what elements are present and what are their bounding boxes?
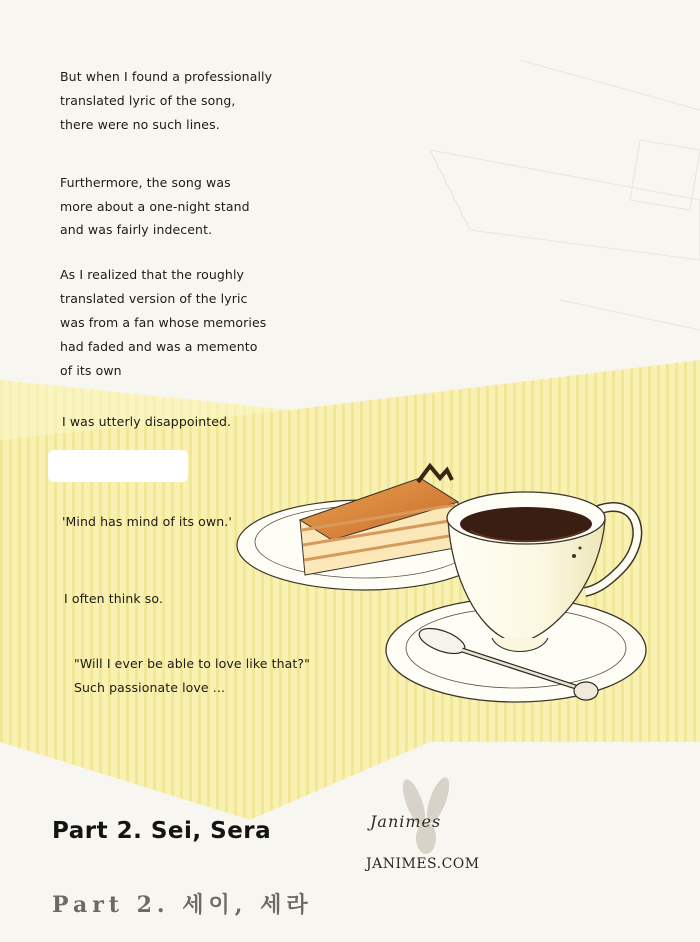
- watermark-logo: Janimes: [370, 812, 442, 831]
- story-line: As I realized that the roughly: [60, 267, 245, 282]
- chapter-title-english: Part 2. Sei, Sera: [52, 818, 272, 844]
- story-line: and was fairly indecent.: [60, 222, 213, 237]
- watermark: [360, 778, 490, 878]
- story-line: translated version of the lyric: [60, 291, 248, 306]
- story-line: there were no such lines.: [60, 117, 220, 132]
- watermark-url: JANIMES.COM: [366, 856, 480, 872]
- story-line: Such passionate love ...: [74, 680, 226, 695]
- story-line: of its own: [60, 363, 122, 378]
- story-line: I was utterly disappointed.: [62, 414, 232, 429]
- story-line: But when I found a professionally: [60, 69, 273, 84]
- story-line: translated lyric of the song,: [60, 93, 236, 108]
- story-line: Furthermore, the song was: [60, 175, 231, 190]
- story-line: was from a fan whose memories: [60, 315, 267, 330]
- story-line: "Will I ever be able to love like that?": [74, 656, 310, 671]
- white-highlight: [48, 450, 188, 482]
- story-line: 'Mind has mind of its own.': [62, 514, 232, 529]
- story-line: I often think so.: [64, 591, 164, 606]
- chapter-title-korean: Part 2. 세이, 세라: [52, 892, 313, 918]
- story-line: more about a one-night stand: [60, 199, 250, 214]
- story-line: had faded and was a memento: [60, 339, 258, 354]
